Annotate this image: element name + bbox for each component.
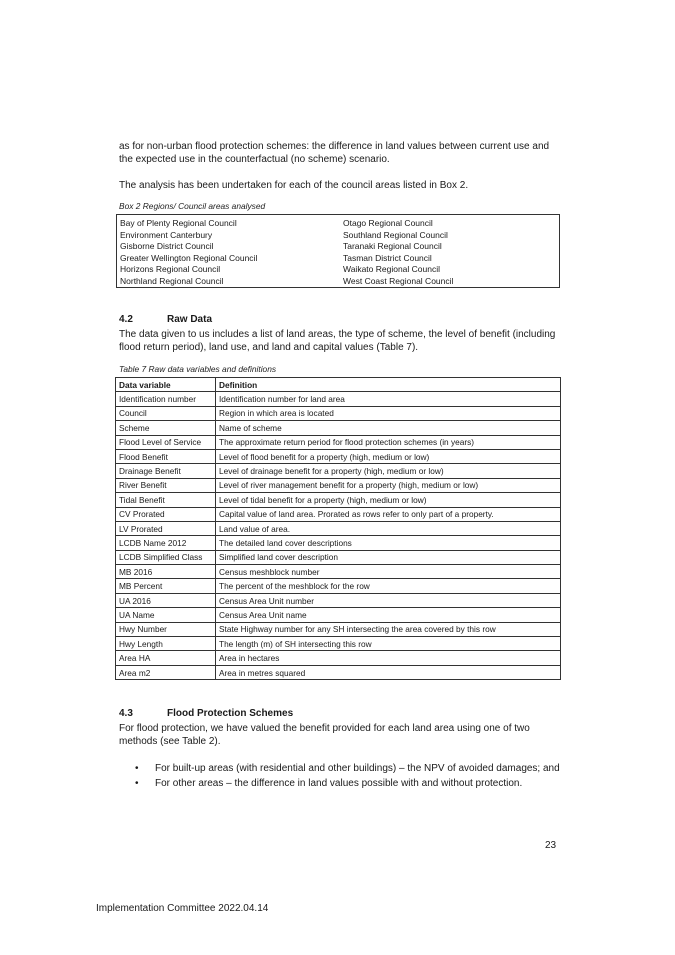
definition-cell: Simplified land cover description	[216, 550, 561, 564]
council-name: Horizons Regional Council	[120, 264, 221, 275]
table-row	[116, 637, 561, 651]
box2-caption: Box 2 Regions/ Council areas analysed	[119, 201, 266, 211]
table-row	[116, 478, 561, 492]
variable-cell: Hwy Length	[116, 637, 216, 651]
definition-cell: The percent of the meshblock for the row	[216, 579, 561, 593]
definition-cell: The approximate return period for flood protection schemes (in years)	[216, 435, 561, 449]
variable-cell: Drainage Benefit	[116, 464, 216, 478]
variable-cell: Area m2	[116, 665, 216, 679]
list-item: • For built-up areas (with residential and other buildings) – the NPV of avoided damages; and	[133, 761, 560, 776]
council-name: Bay of Plenty Regional Council	[120, 218, 237, 228]
table7-caption: Table 7 Raw data variables and definitions	[119, 364, 277, 374]
definition-cell: Identification number for land area	[216, 392, 561, 406]
raw-data-table	[115, 377, 561, 680]
definition-cell: The detailed land cover descriptions	[216, 536, 561, 550]
variable-cell: Scheme	[116, 421, 216, 435]
table-row	[116, 550, 561, 564]
council-name: Tasman District Council	[343, 252, 432, 263]
definition-cell: Level of tidal benefit for a property (high, medium or low)	[216, 493, 561, 507]
page-footer: Implementation Committee 2022.04.14	[96, 903, 269, 914]
council-name: Northland Regional Council	[120, 275, 224, 286]
council-name: Otago Regional Council	[343, 218, 433, 228]
table-row	[116, 421, 561, 435]
variable-cell: MB Percent	[116, 579, 216, 593]
table-row	[116, 406, 561, 420]
section-number: 4.3	[119, 708, 133, 719]
table-row	[116, 521, 561, 535]
variable-cell: Area HA	[116, 651, 216, 665]
column-header: Data variable	[116, 378, 216, 392]
variable-cell: LV Prorated	[116, 521, 216, 535]
table-row	[116, 435, 561, 449]
definition-cell: Region in which area is located	[216, 406, 561, 420]
variable-cell: UA Name	[116, 608, 216, 622]
council-name: Gisborne District Council	[120, 241, 214, 252]
table-row	[116, 579, 561, 593]
section-4-2-body: The data given to us includes a list of land areas, the type of scheme, the level of benefit (including flood return period), land use, and land and capital values (Table 7).	[119, 329, 556, 353]
definition-cell: Level of river management benefit for a property (high, medium or low)	[216, 478, 561, 492]
box2-council-list	[116, 214, 560, 288]
table-row	[116, 593, 561, 607]
variable-cell: UA 2016	[116, 593, 216, 607]
list-item: • For other areas – the difference in land values possible with and without protection.	[133, 776, 560, 791]
council-name: West Coast Regional Council	[343, 275, 454, 286]
table-header-row	[116, 378, 561, 392]
definition-cell: Area in metres squared	[216, 665, 561, 679]
table-row	[116, 665, 561, 679]
variable-cell: LCDB Name 2012	[116, 536, 216, 550]
section-title: Raw Data	[167, 314, 213, 325]
variable-cell: Identification number	[116, 392, 216, 406]
variable-cell: MB 2016	[116, 565, 216, 579]
variable-cell: Tidal Benefit	[116, 493, 216, 507]
variable-cell: LCDB Simplified Class	[116, 550, 216, 564]
table-row	[116, 507, 561, 521]
definition-cell: Census Area Unit name	[216, 608, 561, 622]
section-title: Flood Protection Schemes	[167, 708, 294, 719]
definition-cell: Capital value of land area. Prorated as rows refer to only part of a property.	[216, 507, 561, 521]
definition-cell: The length (m) of SH intersecting this row	[216, 637, 561, 651]
box2-left-column	[120, 218, 257, 288]
council-name: Greater Wellington Regional Council	[120, 252, 258, 263]
definition-cell: Level of flood benefit for a property (high, medium or low)	[216, 449, 561, 463]
table-row	[116, 493, 561, 507]
table-row	[116, 565, 561, 579]
section-number: 4.2	[119, 314, 133, 325]
variable-cell: River Benefit	[116, 478, 216, 492]
table-row	[116, 449, 561, 463]
intro-analysis-paragraph: The analysis has been undertaken for each of the council areas listed in Box 2.	[119, 180, 469, 191]
table-row	[116, 651, 561, 665]
column-header: Definition	[216, 378, 561, 392]
table-row	[116, 536, 561, 550]
page-number: 23	[545, 840, 557, 851]
table-row	[116, 464, 561, 478]
definition-cell: State Highway number for any SH intersecting the area covered by this row	[216, 622, 561, 636]
definition-cell: Level of drainage benefit for a property (high, medium or low)	[216, 464, 561, 478]
variable-cell: CV Prorated	[116, 507, 216, 521]
intro-continuation-paragraph: as for non-urban flood protection schemes: the difference in land values between current use and the expected use in the counterfactual (no scheme) scenario.	[119, 141, 550, 165]
variable-cell: Hwy Number	[116, 622, 216, 636]
section-4-3-heading	[119, 708, 293, 719]
table-row	[116, 392, 561, 406]
variable-cell: Council	[116, 406, 216, 420]
variable-cell: Flood Level of Service	[116, 435, 216, 449]
box2-right-column	[343, 218, 453, 288]
table-row	[116, 608, 561, 622]
definition-cell: Census Area Unit number	[216, 593, 561, 607]
definition-cell: Land value of area.	[216, 521, 561, 535]
council-name: Southland Regional Council	[343, 229, 448, 240]
section-4-2-heading	[119, 314, 212, 325]
flood-method-bullets	[133, 761, 560, 791]
variable-cell: Flood Benefit	[116, 449, 216, 463]
council-name: Environment Canterbury	[120, 229, 213, 240]
definition-cell: Census meshblock number	[216, 565, 561, 579]
council-name: Waikato Regional Council	[343, 264, 441, 275]
table-row	[116, 622, 561, 636]
definition-cell: Name of scheme	[216, 421, 561, 435]
council-name: Taranaki Regional Council	[343, 241, 442, 252]
section-4-3-body: For flood protection, we have valued the benefit provided for each land area using one of two methods (see Table 2).	[119, 723, 530, 747]
definition-cell: Area in hectares	[216, 651, 561, 665]
